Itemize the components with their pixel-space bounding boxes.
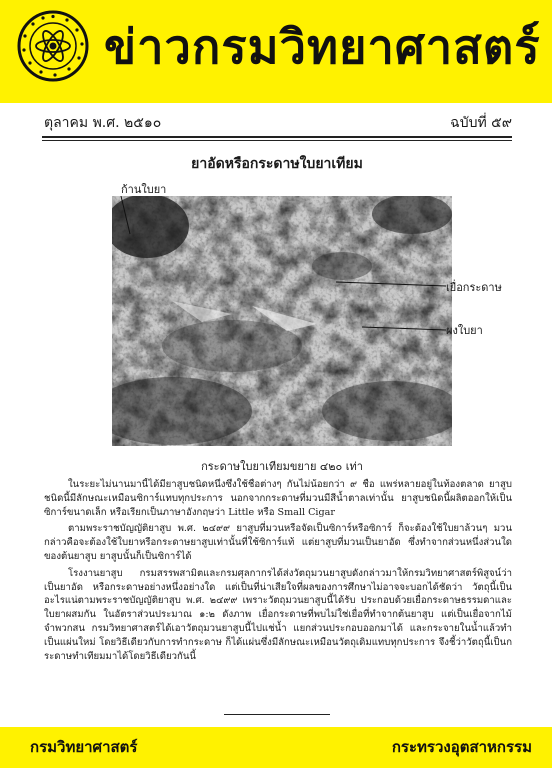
header-divider bbox=[42, 136, 512, 138]
issue-date: ตุลาคม พ.ศ. ๒๕๑๐ bbox=[44, 115, 162, 131]
label-tobacco-powder: ผงใบยา bbox=[446, 324, 483, 337]
issue-info bbox=[44, 112, 512, 134]
paragraph: โรงงานยาสูบ กรมสรรพสามิตและกรมศุลกากรได้ส่งวัตถุมวนยาสูบดังกล่าวมาให้กรมวิทยาศาสตร์พิสูจน์ว่า เป็นยาอัด หรือกระดาษอย่างหนึ่งอย่างใด แต่เป็นที่น่าเสียใจที่ผลของการศึกษาไม่อาจจะบอกได้ชัดว่า วัตถุนี้เป็นอะไรแน่ตามพระราชบัญญัติยาสูบ พ.ศ. ๒๔๙๙ เพราะวัตถุมวนยาสูบนี้ได้รับ ประกอบด้วยเยื่อกระดาษธรรมดาและใบยาผสมกัน ในอัตราส่วนประมาณ ๑:๒ ดังภาพ เยื่อกระดาษที่พบไม่ใช่เยื่อที่ทำจากต้นยาสูบ แต่เป็นเยื่อจากไม้จำพวกสน กรมวิทยาศาสตร์ได้เอาวัตถุมวนยาสูบนี้ไปแช่น้ำ แยกส่วนประกอบออกมาได้ และกระจายในน้ำแล้วทำเป็นแผ่นใหม่ โดยวิธีเดียวกับการทำกระดาษ ก็ได้แผ่นซึ่งมีลักษณะเหมือนวัตถุเดิมแทบทุกประการ จึงชี้ว่าวัตถุนี้เป็นกระดาษทำเทียมมาได้โดยวิธีเดียวกันนี้ bbox=[44, 567, 512, 662]
photo-caption: กระดาษใบยาเทียมขยาย ๔๒๐ เท่า bbox=[201, 460, 363, 473]
department-seal-icon bbox=[17, 10, 89, 82]
paragraph: ตามพระราชบัญญัติยาสูบ พ.ศ. ๒๔๙๙ ยาสูบที่มวนหรือจัดเป็นซิการ์หรือซิการ์ ก็จะต้องใช้ใบยาล้วนๆ มวน กล่าวคือจะต้องใช้ใบยาหรือกระดาษยาสูบเท่านั้นที่ใช้ซิการ์แท้ แต่ยาสูบที่มวนเป็นยาอัด ซึ่งทำจากส่วนหนึ่งส่วนใดของต้นยาสูบ ยาสูบนั้นก็เป็นซิการ์ได้ bbox=[44, 523, 512, 562]
issue-number: ฉบับที่ ๕๙ bbox=[450, 115, 512, 131]
pointer-line bbox=[118, 196, 134, 236]
masthead-title: ข่าวกรมวิทยาศาสตร์ bbox=[104, 20, 541, 75]
article-title: ยาอัดหรือกระดาษใบยาเทียม bbox=[191, 156, 363, 172]
pointer-line bbox=[362, 324, 446, 334]
article-body bbox=[44, 478, 512, 706]
pointer-line bbox=[336, 280, 446, 290]
label-paper-pulp: เยื่อกระดาษ bbox=[446, 281, 502, 294]
header-divider-thin bbox=[42, 140, 512, 141]
label-leaf-stem: ก้านใบยา bbox=[121, 183, 167, 196]
footer-ministry: กระทรวงอุตสาหกรรม bbox=[391, 738, 532, 756]
micrograph-photo bbox=[112, 196, 452, 446]
footer-banner bbox=[0, 727, 552, 768]
masthead-banner bbox=[0, 0, 552, 103]
article-end-rule bbox=[224, 714, 330, 715]
footer-department: กรมวิทยาศาสตร์ bbox=[30, 738, 138, 756]
paragraph: ในระยะไม่นานมานี้ได้มียาสูบชนิดหนึ่งซึ่งใช้ชื่อต่างๆ กันไม่น้อยกว่า ๙ ชื่อ แพร่หลายอยู่ในท้องตลาด ยาสูบชนิดนี้มีลักษณะเหมือนซิการ์แทบทุกประการ นอกจากกระดาษที่มวนมีสีน้ำตาลเท่านั้น ยาสูบชนิดนี้ผลิตออกให้เป็นซิการ์ขนาดเล็ก หรือเรียกเป็นภาษาอังกฤษว่า Little หรือ Small Cigar bbox=[44, 479, 512, 518]
